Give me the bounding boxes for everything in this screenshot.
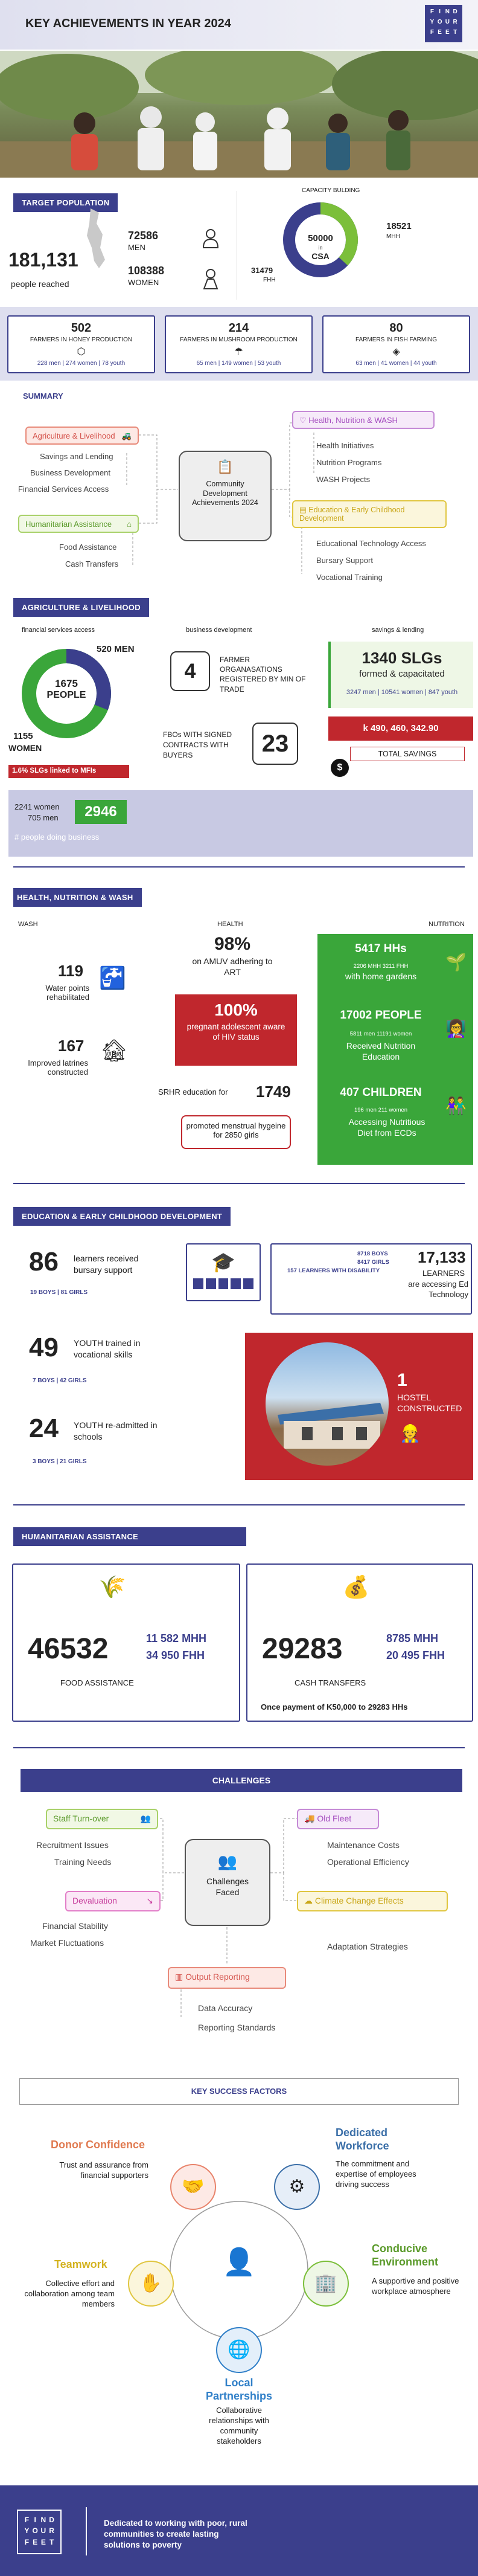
climate-item: Adaptation Strategies xyxy=(327,1942,408,1951)
food-fhh: 34 950 FHH xyxy=(146,1649,205,1661)
logo-letter: N xyxy=(40,2516,46,2524)
bar-block xyxy=(206,1278,216,1289)
mhh-number: 18521 xyxy=(386,221,412,231)
preg-text: pregnant adolescent aware of HIV status xyxy=(186,1022,285,1042)
workforce-title: Dedicated Workforce xyxy=(336,2127,389,2152)
env-icon-circle: 🏢 xyxy=(303,2261,349,2307)
farmer-card-label: FARMERS IN MUSHROOM PRODUCTION xyxy=(180,336,298,343)
menstrual-text: promoted menstrual hygeine for 2850 girls xyxy=(181,1115,291,1149)
heart-icon: ♡ xyxy=(299,416,309,425)
biz-men: 705 men xyxy=(28,813,59,822)
hero-photo xyxy=(0,51,478,178)
water-text: Water points rehabilitated xyxy=(45,984,89,1002)
partners-text: Collaborative relationships with community stakeholders xyxy=(209,2406,269,2446)
footer xyxy=(0,2485,478,2576)
team-title: Teamwork xyxy=(54,2258,107,2270)
health-title: HEALTH, NUTRITION & WASH xyxy=(13,888,142,907)
section-divider xyxy=(13,866,465,868)
farmer-card-label: FARMERS IN FISH FARMING xyxy=(355,336,437,343)
section-divider xyxy=(13,1183,465,1184)
hostel-text: HOSTEL CONSTRUCTED xyxy=(397,1393,462,1414)
summary-hum-item: Food Assistance xyxy=(59,543,117,552)
bar-block xyxy=(218,1278,229,1289)
farmer-card-detail: 65 men | 149 women | 53 youth xyxy=(196,360,281,367)
footer-logo xyxy=(17,2510,62,2554)
turnover-title: Staff Turn-over xyxy=(53,1814,109,1823)
water-number: 119 xyxy=(58,962,83,980)
success-center: 👤 xyxy=(222,2247,256,2277)
children-text: Accessing Nutritious Diet from ECDs xyxy=(348,1117,425,1138)
deval-pill xyxy=(65,1891,161,1911)
bursary-text: learners received bursary support xyxy=(74,1254,139,1275)
logo-letter: T xyxy=(49,2537,54,2546)
cash-mhh: 8785 MHH xyxy=(386,1632,439,1644)
voc-text: YOUTH trained in vocational skills xyxy=(74,1338,141,1359)
biz-women: 2241 women xyxy=(14,802,60,811)
cash-fhh: 20 495 FHH xyxy=(386,1649,445,1661)
edu-title: EDUCATION & EARLY CHILDHOOD DEVELOPMENT xyxy=(13,1207,231,1226)
logo-letter: T xyxy=(453,29,457,36)
csa-number: 50000 xyxy=(308,233,333,243)
logo-letter: F xyxy=(430,8,434,15)
food-card xyxy=(12,1563,240,1722)
agri-biz-label: business development xyxy=(186,626,252,634)
logo-letter: D xyxy=(49,2516,54,2524)
output-pill xyxy=(168,1967,286,1989)
summary-health-title: Health, Nutrition & WASH xyxy=(308,416,398,425)
turnover-item: Training Needs xyxy=(54,1857,112,1867)
hum-title: HUMANITARIAN ASSISTANCE xyxy=(13,1527,246,1546)
summary-agri-title: Agriculture & Livelihood xyxy=(33,431,115,440)
fbo-number-box xyxy=(252,723,298,765)
farmer-card-detail: 228 men | 274 women | 78 youth xyxy=(37,360,126,367)
cloud-icon: ☁ xyxy=(304,1896,315,1905)
csa-label: CSA xyxy=(311,251,330,261)
health-label: HEALTH xyxy=(217,921,243,928)
logo-letter: U xyxy=(445,19,450,25)
agri-fin-label: financial services access xyxy=(22,626,95,634)
logo-letter: U xyxy=(40,2526,46,2536)
logo-letter: E xyxy=(445,29,450,36)
workforce-text: The commitment and expertise of employees driving success xyxy=(336,2159,416,2189)
staff-icon: 👥 xyxy=(140,1814,151,1823)
learners-text: are accessing Ed Technology xyxy=(408,1280,468,1299)
srhr-number: 1749 xyxy=(256,1083,291,1101)
garden-icon: 🌱 xyxy=(445,953,467,971)
climate-pill xyxy=(297,1891,448,1911)
slg-number: 1340 SLGs xyxy=(362,649,442,667)
cash-note: Once payment of K50,000 to 29283 HHs xyxy=(261,1702,408,1711)
donor-text: Trust and assurance from financial supporters xyxy=(59,2160,148,2180)
learners-girls: 8417 GIRLS xyxy=(357,1259,389,1266)
savings-label: TOTAL SAVINGS xyxy=(350,747,465,761)
people-detail: 5811 men 11191 women xyxy=(349,1031,412,1037)
malawi-map-icon xyxy=(78,205,115,272)
success-title: KEY SUCCESS FACTORS xyxy=(19,2078,459,2105)
farmer-card-detail: 63 men | 41 women | 44 youth xyxy=(355,360,437,367)
hh-text: with home gardens xyxy=(345,971,417,981)
env-text: A supportive and positive workplace atmosphere xyxy=(372,2276,459,2296)
slg-detail: 3247 men | 10541 women | 847 youth xyxy=(346,689,458,696)
farmer-card-icon: ◈ xyxy=(392,347,400,357)
summary-agri-item: Savings and Lending xyxy=(40,452,113,461)
farmer-org-text: FARMER ORGANASATIONS REGISTERED BY MIN OF TRADE xyxy=(220,655,306,694)
man-icon xyxy=(202,228,220,249)
agri-donut-label: PEOPLE xyxy=(46,690,86,700)
fbo-number: 23 xyxy=(261,730,289,757)
summary-agri-pill xyxy=(25,427,139,445)
slg-mfi-badge: 1.6% SLGs linked to MFIs xyxy=(8,765,129,778)
summary-edu-item: Vocational Training xyxy=(316,573,383,582)
partners-icon-circle: 🌐 xyxy=(216,2327,262,2373)
team-text: Collective effort and collaboration among team members xyxy=(24,2279,115,2308)
agri-women-label: WOMEN xyxy=(8,743,42,753)
summary-center-icon: 📋 xyxy=(217,459,234,474)
fleet-item: Maintenance Costs xyxy=(327,1840,400,1850)
summary-edu-item: Educational Technology Access xyxy=(316,539,426,548)
logo-letter: Y xyxy=(24,2526,30,2536)
section-divider xyxy=(13,1747,465,1748)
learners-boys: 8718 BOYS xyxy=(357,1251,388,1257)
agri-sav-label: savings & lending xyxy=(372,626,424,634)
fleet-title: Old Fleet xyxy=(317,1814,352,1823)
farmer-card-number: 502 xyxy=(71,321,92,335)
biz-label: # people doing business xyxy=(14,832,100,842)
logo-letter: R xyxy=(49,2526,54,2536)
cash-number: 29283 xyxy=(262,1633,343,1665)
reached-number: 181,131 xyxy=(8,249,78,271)
cash-card xyxy=(246,1563,473,1722)
latrine-number: 167 xyxy=(58,1037,84,1055)
women-number: 108388 xyxy=(128,265,165,277)
summary-agri-item: Business Development xyxy=(30,468,110,477)
logo-letter: E xyxy=(438,29,442,36)
farmer-card-label: FARMERS IN HONEY PRODUCTION xyxy=(30,336,133,343)
logo-letter: O xyxy=(32,2526,38,2536)
logo xyxy=(425,5,462,42)
tractor-icon: 🚜 xyxy=(121,431,132,440)
summary-hum-pill xyxy=(18,515,139,533)
children-number: 407 CHILDREN xyxy=(340,1086,422,1099)
builder-icon: 👷 xyxy=(400,1424,421,1443)
mhh-label: MHH xyxy=(386,233,400,240)
bursary-number: 86 xyxy=(29,1247,59,1277)
donor-icon-circle: 🤝 xyxy=(170,2164,216,2210)
preg-card xyxy=(175,994,297,1066)
graduation-bars xyxy=(193,1278,253,1289)
farmer-org-number-box xyxy=(170,651,210,691)
bar-block xyxy=(243,1278,253,1289)
logo-letter: R xyxy=(453,19,457,25)
voc-detail: 7 BOYS | 42 GIRLS xyxy=(33,1377,87,1384)
output-item: Data Accuracy xyxy=(198,2003,253,2013)
amuv-number: 98% xyxy=(214,934,251,954)
report-icon: ▥ xyxy=(175,1972,186,1982)
deval-item: Financial Stability xyxy=(42,1921,108,1931)
tap-icon: 🚰 xyxy=(99,965,126,990)
learners-number: 17,133 xyxy=(418,1248,466,1266)
wash-label: WASH xyxy=(18,921,38,928)
challenges-center-box xyxy=(185,1839,270,1926)
summary-health-item: WASH Projects xyxy=(316,475,371,484)
book-icon: ▤ xyxy=(299,506,309,514)
challenges-center-text: Challenges Faced xyxy=(206,1876,249,1898)
learners-label: LEARNERS xyxy=(422,1269,465,1278)
hostel-number: 1 xyxy=(397,1370,407,1390)
farmer-card xyxy=(7,315,155,373)
page-title: KEY ACHIEVEMENTS IN YEAR 2024 xyxy=(25,17,231,30)
partners-title: Local Partnerships xyxy=(205,2377,273,2402)
summary-edu-title: Education & Early Childhood Development xyxy=(299,506,405,523)
food-number: 46532 xyxy=(28,1633,109,1665)
csa-in: in xyxy=(318,245,323,251)
farmer-card-icon: ☂ xyxy=(234,347,243,357)
fleet-pill xyxy=(297,1809,379,1829)
nutrition-card xyxy=(317,934,473,1165)
turnover-pill xyxy=(46,1809,158,1829)
summary-center-text: Community Development Achievements 2024 xyxy=(192,480,258,507)
people-text: Received Nutrition Education xyxy=(346,1041,416,1062)
srhr-text: SRHR education for xyxy=(158,1087,228,1096)
amuv-text: on AMUV adhering to ART xyxy=(192,956,273,977)
money-bag-icon: 💰 xyxy=(342,1574,370,1599)
slg-card xyxy=(328,642,473,708)
hostel-photo xyxy=(266,1342,389,1466)
farmer-card xyxy=(165,315,313,373)
latrine-icon: 🏚 xyxy=(100,1038,128,1063)
output-title: Output Reporting xyxy=(185,1972,250,1982)
farmer-card xyxy=(322,315,470,373)
logo-letter: D xyxy=(453,8,457,15)
hh-detail: 2206 MHH 3211 FHH xyxy=(353,963,409,970)
people-number: 17002 PEOPLE xyxy=(340,1009,422,1022)
fleet-item: Operational Efficiency xyxy=(327,1857,409,1867)
fhh-label: FHH xyxy=(263,277,276,283)
graduation-icon-box xyxy=(186,1243,261,1301)
latrine-text: Improved latrines constructed xyxy=(28,1058,88,1077)
food-label: FOOD ASSISTANCE xyxy=(60,1678,134,1687)
wheat-icon: 🌾 xyxy=(98,1574,126,1599)
climate-title: Climate Change Effects xyxy=(314,1896,404,1905)
readm-detail: 3 BOYS | 21 GIRLS xyxy=(33,1458,87,1465)
farmer-card-icon: ⬡ xyxy=(77,347,86,357)
farmer-card-number: 80 xyxy=(389,321,403,335)
woman-icon xyxy=(202,268,220,290)
agri-title: AGRICULTURE & LIVELIHOOD xyxy=(13,598,149,617)
summary-title: SUMMARY xyxy=(23,391,63,401)
summary-health-item: Health Initiatives xyxy=(316,441,374,450)
donor-title: Donor Confidence xyxy=(51,2139,145,2151)
summary-hum-item: Cash Transfers xyxy=(65,559,119,568)
team-icon-circle: ✋ xyxy=(128,2261,174,2307)
logo-letter: F xyxy=(24,2537,30,2546)
home-icon: ⌂ xyxy=(127,520,132,529)
footer-tagline: Dedicated to working with poor, rural communities to create lasting solutions to poverty xyxy=(104,2519,247,2550)
coin-icon: $ xyxy=(331,759,349,777)
learners-card xyxy=(270,1243,472,1315)
learners-disability: 157 LEARNERS WITH DISABILITY xyxy=(287,1267,380,1274)
hostel-card xyxy=(245,1333,473,1480)
readm-text: YOUTH re-admitted in schools xyxy=(74,1420,158,1441)
preg-number: 100% xyxy=(214,1000,258,1019)
deval-item: Market Fluctuations xyxy=(30,1938,104,1948)
chart-down-icon: ↘ xyxy=(146,1896,153,1905)
challenges-title: CHALLENGES xyxy=(21,1769,462,1792)
biz-number: 2946 xyxy=(75,800,127,824)
capacity-label: CAPACITY BULDING xyxy=(302,187,360,194)
section-divider xyxy=(13,1504,465,1505)
logo-letter: I xyxy=(34,2516,36,2524)
logo-letter: O xyxy=(437,19,442,25)
fhh-number: 31479 xyxy=(251,266,273,275)
nutrition-label: NUTRITION xyxy=(429,921,465,928)
children-icon: 👫 xyxy=(445,1096,467,1115)
agri-women-number: 1155 xyxy=(13,731,33,741)
savings-amount: k 490, 460, 342.90 xyxy=(328,716,473,741)
children-detail: 196 men 211 women xyxy=(354,1107,408,1113)
farmer-card-number: 214 xyxy=(228,321,249,335)
slg-text: formed & capacitated xyxy=(359,669,445,679)
men-label: MEN xyxy=(128,243,145,252)
summary-hum-title: Humanitarian Assistance xyxy=(25,520,112,529)
bar-block xyxy=(193,1278,203,1289)
bursary-detail: 19 BOYS | 81 GIRLS xyxy=(30,1289,88,1296)
men-number: 72586 xyxy=(128,230,159,242)
summary-edu-item: Bursary Support xyxy=(316,556,373,565)
food-mhh: 11 582 MHH xyxy=(146,1632,207,1644)
logo-letter: I xyxy=(439,8,441,15)
output-item: Reporting Standards xyxy=(198,2023,276,2032)
logo-letter: F xyxy=(24,2516,30,2524)
graduation-icon: 🎓 xyxy=(211,1251,235,1273)
summary-agri-item: Financial Services Access xyxy=(18,485,109,494)
women-label: WOMEN xyxy=(128,278,159,287)
fbo-text: FBOs WITH SIGNED CONTRACTS WITH BUYERS xyxy=(163,730,232,759)
summary-center-box xyxy=(179,451,272,541)
logo-letter: E xyxy=(33,2537,38,2546)
bar-block xyxy=(231,1278,241,1289)
summary-health-pill xyxy=(292,411,435,429)
logo-letter: E xyxy=(40,2537,46,2546)
logo-letter: Y xyxy=(430,19,435,25)
summary-edu-pill xyxy=(292,500,447,528)
agri-donut-number: 1675 xyxy=(55,678,78,689)
logo-letter: F xyxy=(430,29,434,36)
workforce-icon-circle: ⚙ xyxy=(274,2164,320,2210)
people-discussion-icon: 👥 xyxy=(217,1852,238,1870)
logo-letter: N xyxy=(445,8,450,15)
reached-label: people reached xyxy=(11,279,69,289)
teacher-icon: 👩‍🏫 xyxy=(445,1019,467,1038)
deval-title: Devaluation xyxy=(72,1896,117,1905)
env-title: Conducive Environment xyxy=(372,2243,439,2268)
agri-men-value: 520 MEN xyxy=(97,644,135,654)
voc-number: 49 xyxy=(29,1333,59,1362)
target-title: TARGET POPULATION xyxy=(13,193,118,212)
truck-icon: 🚚 xyxy=(304,1814,317,1823)
turnover-item: Recruitment Issues xyxy=(36,1840,109,1850)
summary-health-item: Nutrition Programs xyxy=(316,458,382,467)
farmer-org-number: 4 xyxy=(184,660,196,683)
hh-number: 5417 HHs xyxy=(355,942,407,955)
readm-number: 24 xyxy=(29,1414,59,1443)
cash-label: CASH TRANSFERS xyxy=(295,1678,366,1687)
footer-divider xyxy=(86,2507,87,2555)
